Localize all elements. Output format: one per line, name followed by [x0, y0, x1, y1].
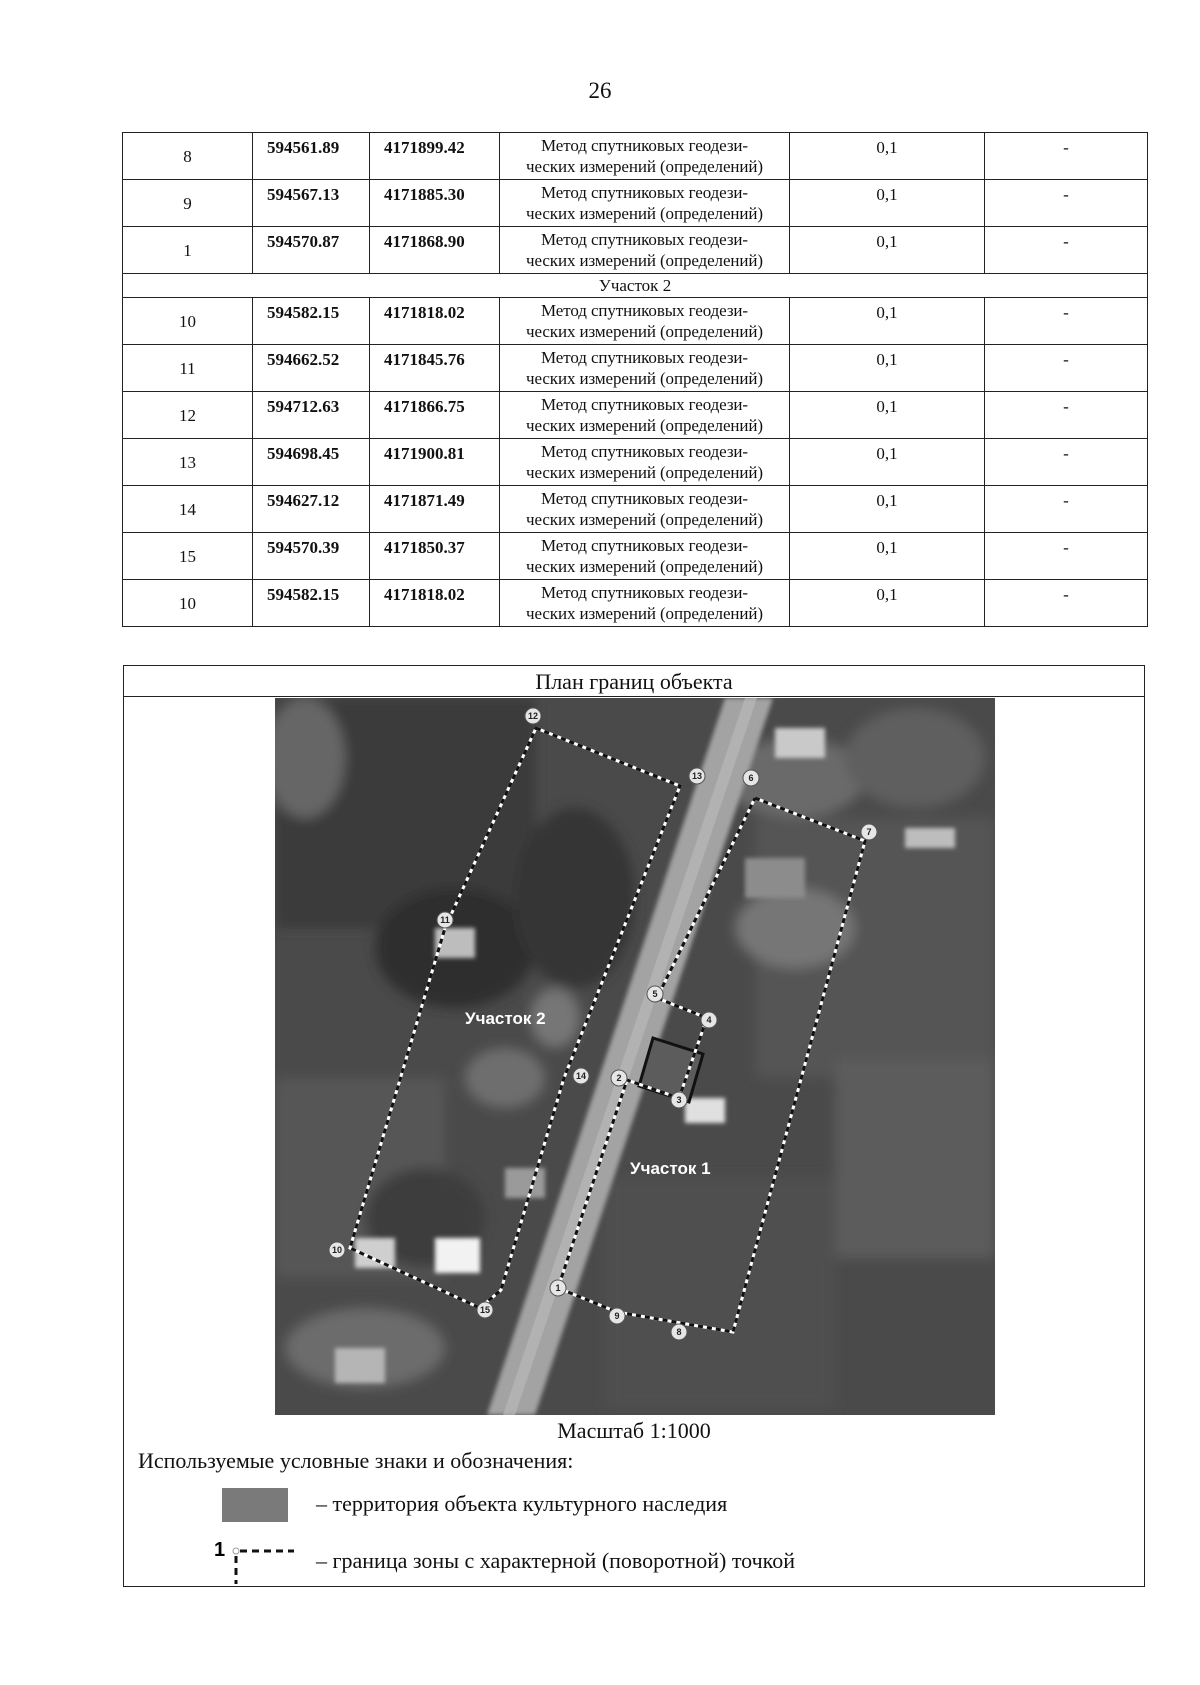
point-cell: 15: [123, 533, 253, 580]
method-line-2: ческих измерений (определений): [526, 251, 763, 270]
boundary-point-label: 5: [652, 989, 658, 999]
point-cell: 1: [123, 227, 253, 274]
y-coordinate-cell: 4171900.81: [370, 439, 500, 486]
method-line-1: Метод спутниковых геодези-: [541, 301, 748, 320]
accuracy-cell: 0,1: [790, 133, 985, 180]
table-row: [123, 133, 1148, 180]
y-coordinate-cell: 4171866.75: [370, 392, 500, 439]
boundary-point-label: 12: [527, 711, 539, 721]
point-cell: 9: [123, 180, 253, 227]
boundary-point-label: 13: [691, 771, 703, 781]
boundary-point-label: 10: [331, 1245, 343, 1255]
method-cell: [500, 298, 790, 345]
extra-cell: -: [985, 439, 1148, 486]
table-row: [123, 533, 1148, 580]
boundary-point-label: 15: [479, 1305, 491, 1315]
section-title: Участок 2: [123, 274, 1148, 298]
accuracy-cell: 0,1: [790, 439, 985, 486]
point-cell: 11: [123, 345, 253, 392]
table-row: [123, 486, 1148, 533]
extra-cell: -: [985, 298, 1148, 345]
extra-cell: -: [985, 533, 1148, 580]
map-scale: Масштаб 1:1000: [557, 1418, 711, 1443]
y-coordinate-cell: 4171899.42: [370, 133, 500, 180]
section-row: [123, 274, 1148, 298]
point-cell: 10: [123, 298, 253, 345]
method-cell: [500, 580, 790, 627]
x-coordinate-cell: 594712.63: [253, 392, 370, 439]
table-row: [123, 298, 1148, 345]
method-line-2: ческих измерений (определений): [526, 157, 763, 176]
boundary-point-label: 2: [616, 1073, 622, 1083]
method-line-1: Метод спутниковых геодези-: [541, 489, 748, 508]
accuracy-cell: 0,1: [790, 580, 985, 627]
point-cell: 10: [123, 580, 253, 627]
table-row: [123, 345, 1148, 392]
table-row: [123, 227, 1148, 274]
satellite-map: [275, 698, 995, 1415]
method-cell: [500, 439, 790, 486]
table-row: [123, 180, 1148, 227]
extra-cell: -: [985, 133, 1148, 180]
method-cell: [500, 227, 790, 274]
boundary-point-label: 4: [706, 1015, 712, 1025]
method-line-2: ческих измерений (определений): [526, 322, 763, 341]
accuracy-cell: 0,1: [790, 180, 985, 227]
y-coordinate-cell: 4171818.02: [370, 580, 500, 627]
method-cell: [500, 345, 790, 392]
boundary-point-label: 8: [676, 1327, 682, 1337]
extra-cell: -: [985, 580, 1148, 627]
boundary-point-label: 14: [575, 1071, 587, 1081]
method-line-1: Метод спутниковых геодези-: [541, 395, 748, 414]
method-line-2: ческих измерений (определений): [526, 463, 763, 482]
x-coordinate-cell: 594570.87: [253, 227, 370, 274]
method-cell: [500, 533, 790, 580]
y-coordinate-cell: 4171850.37: [370, 533, 500, 580]
x-coordinate-cell: 594570.39: [253, 533, 370, 580]
y-coordinate-cell: 4171871.49: [370, 486, 500, 533]
method-line-2: ческих измерений (определений): [526, 604, 763, 623]
accuracy-cell: 0,1: [790, 227, 985, 274]
area-1-label: Участок 1: [630, 1159, 711, 1178]
method-line-2: ческих измерений (определений): [526, 510, 763, 529]
method-line-1: Метод спутниковых геодези-: [541, 583, 748, 602]
extra-cell: -: [985, 486, 1148, 533]
y-coordinate-cell: 4171818.02: [370, 298, 500, 345]
boundary-point-label: 6: [748, 773, 754, 783]
point-cell: 12: [123, 392, 253, 439]
accuracy-cell: 0,1: [790, 392, 985, 439]
extra-cell: -: [985, 345, 1148, 392]
legend-point-label: 1: [214, 1539, 226, 1561]
y-coordinate-cell: 4171885.30: [370, 180, 500, 227]
method-line-1: Метод спутниковых геодези-: [541, 183, 748, 202]
legend-boundary-text: – граница зоны с характерной (поворотной) точкой: [316, 1548, 796, 1573]
method-line-1: Метод спутниковых геодези-: [541, 442, 748, 461]
plan-title: План границ объекта: [124, 666, 1144, 697]
legend-territory-text: – территория объекта культурного наследия: [316, 1491, 728, 1516]
table-row: [123, 439, 1148, 486]
x-coordinate-cell: 594662.52: [253, 345, 370, 392]
accuracy-cell: 0,1: [790, 298, 985, 345]
accuracy-cell: 0,1: [790, 486, 985, 533]
page-number: 26: [588, 78, 612, 103]
boundary-point-label: 11: [440, 915, 450, 925]
point-cell: 8: [123, 133, 253, 180]
boundary-point-label: 1: [555, 1283, 561, 1293]
method-line-2: ческих измерений (определений): [526, 204, 763, 223]
method-line-1: Метод спутниковых геодези-: [541, 536, 748, 555]
point-cell: 13: [123, 439, 253, 486]
boundary-point-label: 9: [614, 1311, 620, 1321]
method-cell: [500, 486, 790, 533]
table-row: [123, 580, 1148, 627]
point-cell: 14: [123, 486, 253, 533]
area-2-label: Участок 2: [465, 1009, 546, 1028]
method-cell: [500, 133, 790, 180]
coordinates-table: [122, 132, 1148, 627]
table-row: [123, 392, 1148, 439]
extra-cell: -: [985, 180, 1148, 227]
method-line-1: Метод спутниковых геодези-: [541, 230, 748, 249]
extra-cell: -: [985, 227, 1148, 274]
accuracy-cell: 0,1: [790, 533, 985, 580]
boundary-point-label: 3: [676, 1095, 682, 1105]
method-line-1: Метод спутниковых геодези-: [541, 136, 748, 155]
method-line-1: Метод спутниковых геодези-: [541, 348, 748, 367]
method-line-2: ческих измерений (определений): [526, 416, 763, 435]
accuracy-cell: 0,1: [790, 345, 985, 392]
x-coordinate-cell: 594698.45: [253, 439, 370, 486]
y-coordinate-cell: 4171868.90: [370, 227, 500, 274]
x-coordinate-cell: 594582.15: [253, 298, 370, 345]
boundary-point-label: 7: [866, 827, 872, 837]
x-coordinate-cell: 594561.89: [253, 133, 370, 180]
x-coordinate-cell: 594567.13: [253, 180, 370, 227]
x-coordinate-cell: 594582.15: [253, 580, 370, 627]
x-coordinate-cell: 594627.12: [253, 486, 370, 533]
method-line-2: ческих измерений (определений): [526, 557, 763, 576]
plan-frame: [123, 665, 1145, 1587]
method-cell: [500, 392, 790, 439]
y-coordinate-cell: 4171845.76: [370, 345, 500, 392]
legend-heading: Используемые условные знаки и обозначения:: [138, 1448, 574, 1473]
method-cell: [500, 180, 790, 227]
extra-cell: -: [985, 392, 1148, 439]
territory-swatch-icon: [222, 1488, 288, 1522]
boundary-point-legend-icon: [212, 1534, 296, 1584]
method-line-2: ческих измерений (определений): [526, 369, 763, 388]
